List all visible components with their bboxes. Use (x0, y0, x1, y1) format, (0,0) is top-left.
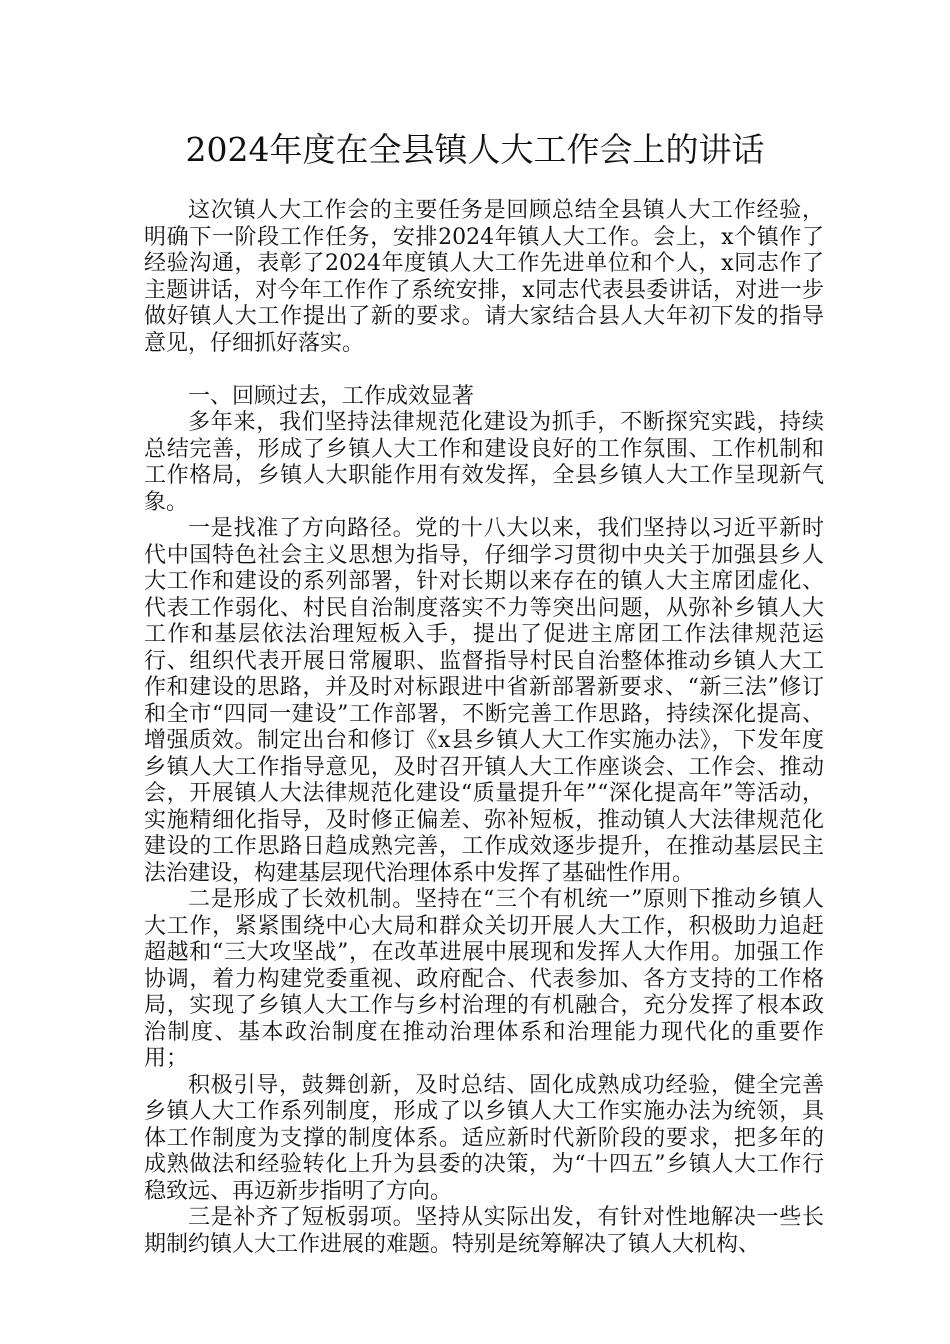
review-summary-paragraph: 多年来，我们坚持法律规范化建设为抓手，不断探究实践，持续总结完善，形成了乡镇人大工作和建设良好的工作氛围、工作机制和工作格局，乡镇人大职能作用有效发挥，全县乡镇人大工作呈现新气象。 (144, 410, 824, 515)
document-title: 2024年度在全县镇人大工作会上的讲话 (185, 130, 765, 169)
direction-paragraph: 一是找准了方向路径。党的十八大以来，我们坚持以习近平新时代中国特色社会主义思想为指导，仔细学习贯彻中央关于加强县乡人大工作和建设的系列部署，针对长期以来存在的镇人大主席团虚化、代表工作弱化、村民自治制度落实不力等突出问题，从弥补乡镇人大工作和基层依法治理短板入手，提出了促进主席团工作法律规范运行、组织代表开展日常履职、监督指导村民自治整体推动乡镇人大工作和建设的思路，并及时对标跟进中省新部署新要求、“新三法”修订和全市“四同一建设”工作部署，不断完善工作思路，持续深化提高、增强质效。制定出台和修订《x县乡镇人大工作实施办法》，下发年度乡镇人大工作指导意见，及时召开镇人大工作座谈会、工作会、推动会，开展镇人大法律规范化建设“质量提升年”“深化提高年”等活动，实施精细化指导，及时修正偏差、弥补短板，推动镇人大法律规范化建设的工作思路日趋成熟完善，工作成效逐步提升，在推动基层民主法治建设，构建基层现代治理体系中发挥了基础性作用。 (144, 516, 824, 886)
shortcomings-paragraph: 三是补齐了短板弱项。坚持从实际出发，有针对性地解决一些长期制约镇人大工作进展的难题。特别是统筹解决了镇人大机构、 (144, 1205, 824, 1257)
mechanism-paragraph: 二是形成了长效机制。坚持在“三个有机统一”原则下推动乡镇人大工作，紧紧围绕中心大局和群众关切开展人大工作，积极助力追赶超越和“三大攻坚战”，在改革进展中展现和发挥人大作用。加强工作协调，着力构建党委重视、政府配合、代表参加、各方支持的工作格局，实现了乡镇人大工作与乡村治理的有机融合，充分发挥了根本政治制度、基本政治制度在推动治理体系和治理能力现代化的重要作用； (144, 887, 824, 1071)
innovation-paragraph: 积极引导，鼓舞创新，及时总结、固化成熟成功经验，健全完善乡镇人大工作系列制度，形成了以乡镇人大工作实施办法为统领，具体工作制度为支撑的制度体系。适应新时代新阶段的要求，把多年的成熟做法和经验转化上升为县委的决策，为“十四五”乡镇人大工作行稳致远、再迈新步指明了方向。 (144, 1072, 824, 1204)
intro-paragraph: 这次镇人大工作会的主要任务是回顾总结全县镇人大工作经验，明确下一阶段工作任务，安排2024年镇人大工作。会上，x个镇作了经验沟通，表彰了2024年度镇人大工作先进单位和个人，x同志作了主题讲话，对今年工作作了系统安排，x同志代表县委讲话，对进一步做好镇人大工作提出了新的要求。请大家结合县人大年初下发的指导意见，仔细抓好落实。 (144, 198, 824, 356)
document-body (144, 198, 824, 1258)
section-heading-review: 一、回顾过去，工作成效显著 (188, 383, 475, 409)
